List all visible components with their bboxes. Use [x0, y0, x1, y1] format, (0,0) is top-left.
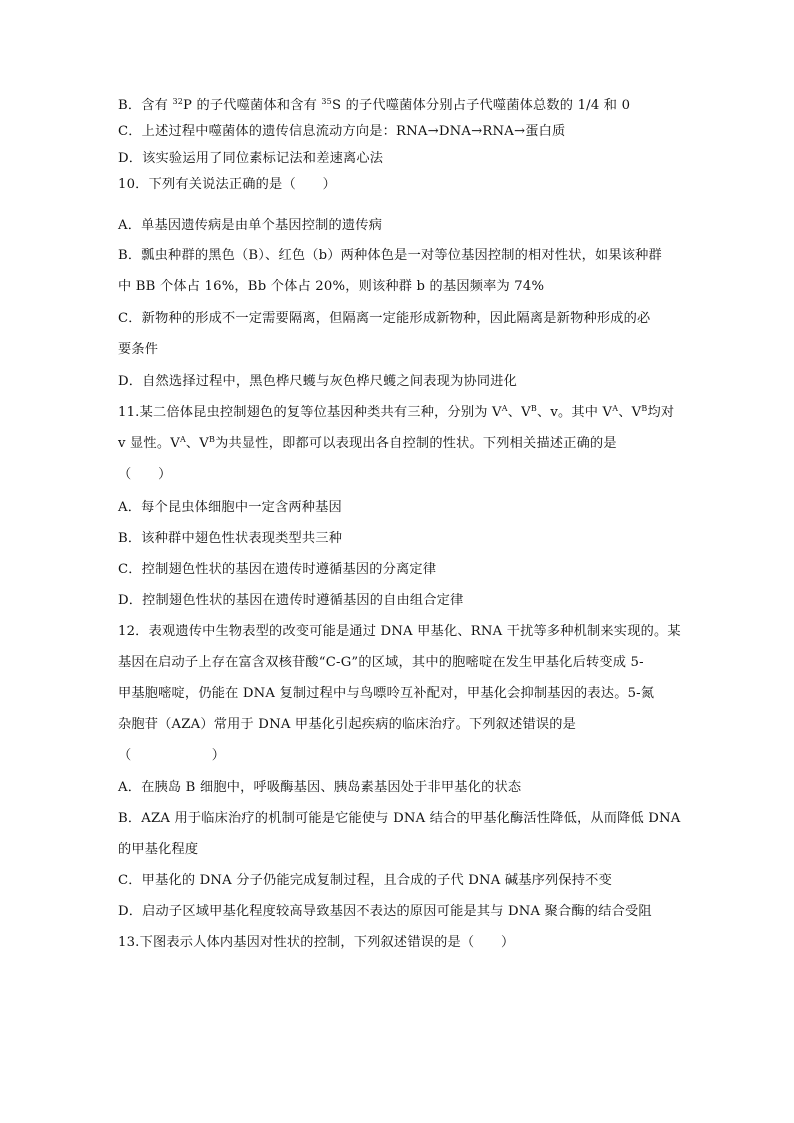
- q9-option-b: [118, 96, 698, 116]
- q12-stem-line5: （ ）: [118, 748, 226, 763]
- q9-option-b-text: P 的子代噬菌体和含有: [183, 98, 322, 113]
- q10-option-b-line1: B．瓢虫种群的黑色（B）、红色（b）两种体色是一对等位基因控制的相对性状，如果该种群: [118, 248, 662, 263]
- q12-option-b-line1: B．AZA 用于临床治疗的机制可能是它能使与 DNA 结合的甲基化酶活性降低，从而降低 DNA: [118, 811, 681, 826]
- q11-stem-line3: （ ）: [118, 467, 172, 482]
- q11-option-b: B．该种群中翅色性状表现类型共三种: [118, 531, 343, 546]
- q11-text: v 显性。V: [118, 436, 180, 451]
- q12-stem-line1: 12．表观遗传中生物表型的改变可能是通过 DNA 甲基化、RNA 干扰等多种机制来实现的。某: [118, 624, 681, 639]
- q11-text: 11.某二倍体昆虫控制翅色的复等位基因种类共有三种，分别为 V: [118, 405, 502, 420]
- q11-text: 为共显性，即都可以表现出各自控制的性状。下列相关描述正确的是: [215, 436, 617, 451]
- q11-sup: B: [641, 404, 648, 413]
- q11-option-d: D．控制翅色性状的基因在遗传时遵循基因的自由组合定律: [118, 593, 464, 608]
- q11-option-c: C．控制翅色性状的基因在遗传时遵循基因的分离定律: [118, 562, 437, 577]
- q11-option-a: A．每个昆虫体细胞中一定含两种基因: [118, 500, 342, 515]
- q9-option-b-sup: 35: [321, 97, 332, 106]
- q10-option-b-line2: 中 BB 个体占 16%，Bb 个体占 20%，则该种群 b 的基因频率为 74%: [118, 279, 545, 294]
- q12-stem-line2: 基因在启动子上存在富含双核苷酸“C-G”的区域，其中的胞嘧啶在发生甲基化后转变成 5-: [118, 655, 644, 670]
- q11-sup: A: [612, 404, 619, 413]
- q11-sup: B: [209, 435, 216, 444]
- q12-stem-line4: 杂胞苷（AZA）常用于 DNA 甲基化引起疾病的临床治疗。下列叙述错误的是: [118, 717, 577, 732]
- q11-sup: B: [530, 404, 537, 413]
- q12-option-b-line2: 的甲基化程度: [118, 842, 199, 857]
- q9-option-c: C．上述过程中噬菌体的遗传信息流动方向是：RNA→DNA→RNA→蛋白质: [118, 124, 566, 139]
- q11-text: 均对: [647, 405, 675, 420]
- q11-text: 、V: [507, 405, 531, 420]
- q11-text: 、V: [618, 405, 642, 420]
- q11-stem-line2: [118, 434, 698, 454]
- q10-option-c-line2: 要条件: [118, 342, 159, 357]
- q11-text: 、v。其中 V: [536, 405, 613, 420]
- q12-option-c: C．甲基化的 DNA 分子仍能完成复制过程，且合成的子代 DNA 碱基序列保持不变: [118, 873, 612, 888]
- q9-option-d: D．该实验运用了同位素标记法和差速离心法: [118, 151, 384, 166]
- q12-stem-line3: 甲基胞嘧啶，仍能在 DNA 复制过程中与鸟嘌呤互补配对，甲基化会抑制基因的表达。5-氮: [118, 686, 655, 701]
- q12-option-a: A．在胰岛 B 细胞中，呼吸酶基因、胰岛素基因处于非甲基化的状态: [118, 780, 522, 795]
- q10-option-c-line1: C．新物种的形成不一定需要隔离，但隔离一定能形成新物种，因此隔离是新物种形成的必: [118, 311, 651, 326]
- q11-stem-line1: [118, 403, 698, 423]
- q11-text: 、V: [185, 436, 210, 451]
- q9-option-b-text: S 的子代噬菌体分别占子代噬菌体总数的 1/4 和 0: [331, 98, 631, 113]
- q10-option-d: D．自然选择过程中，黑色桦尺蠖与灰色桦尺蠖之间表现为协同进化: [118, 374, 518, 389]
- q11-sup: A: [501, 404, 508, 413]
- q13-stem: 13.下图表示人体内基因对性状的控制，下列叙述错误的是（ ）: [118, 935, 515, 950]
- q9-option-b-sup: 32: [172, 97, 184, 106]
- q11-sup: A: [179, 435, 186, 444]
- q10-option-a: A．单基因遗传病是由单个基因控制的遗传病: [118, 218, 383, 233]
- q9-option-b-text: B．含有: [118, 98, 173, 113]
- q12-option-d: D．启动子区域甲基化程度较高导致基因不表达的原因可能是其与 DNA 聚合酶的结合受阻: [118, 904, 652, 919]
- q10-stem: 10．下列有关说法正确的是（ ）: [118, 177, 336, 192]
